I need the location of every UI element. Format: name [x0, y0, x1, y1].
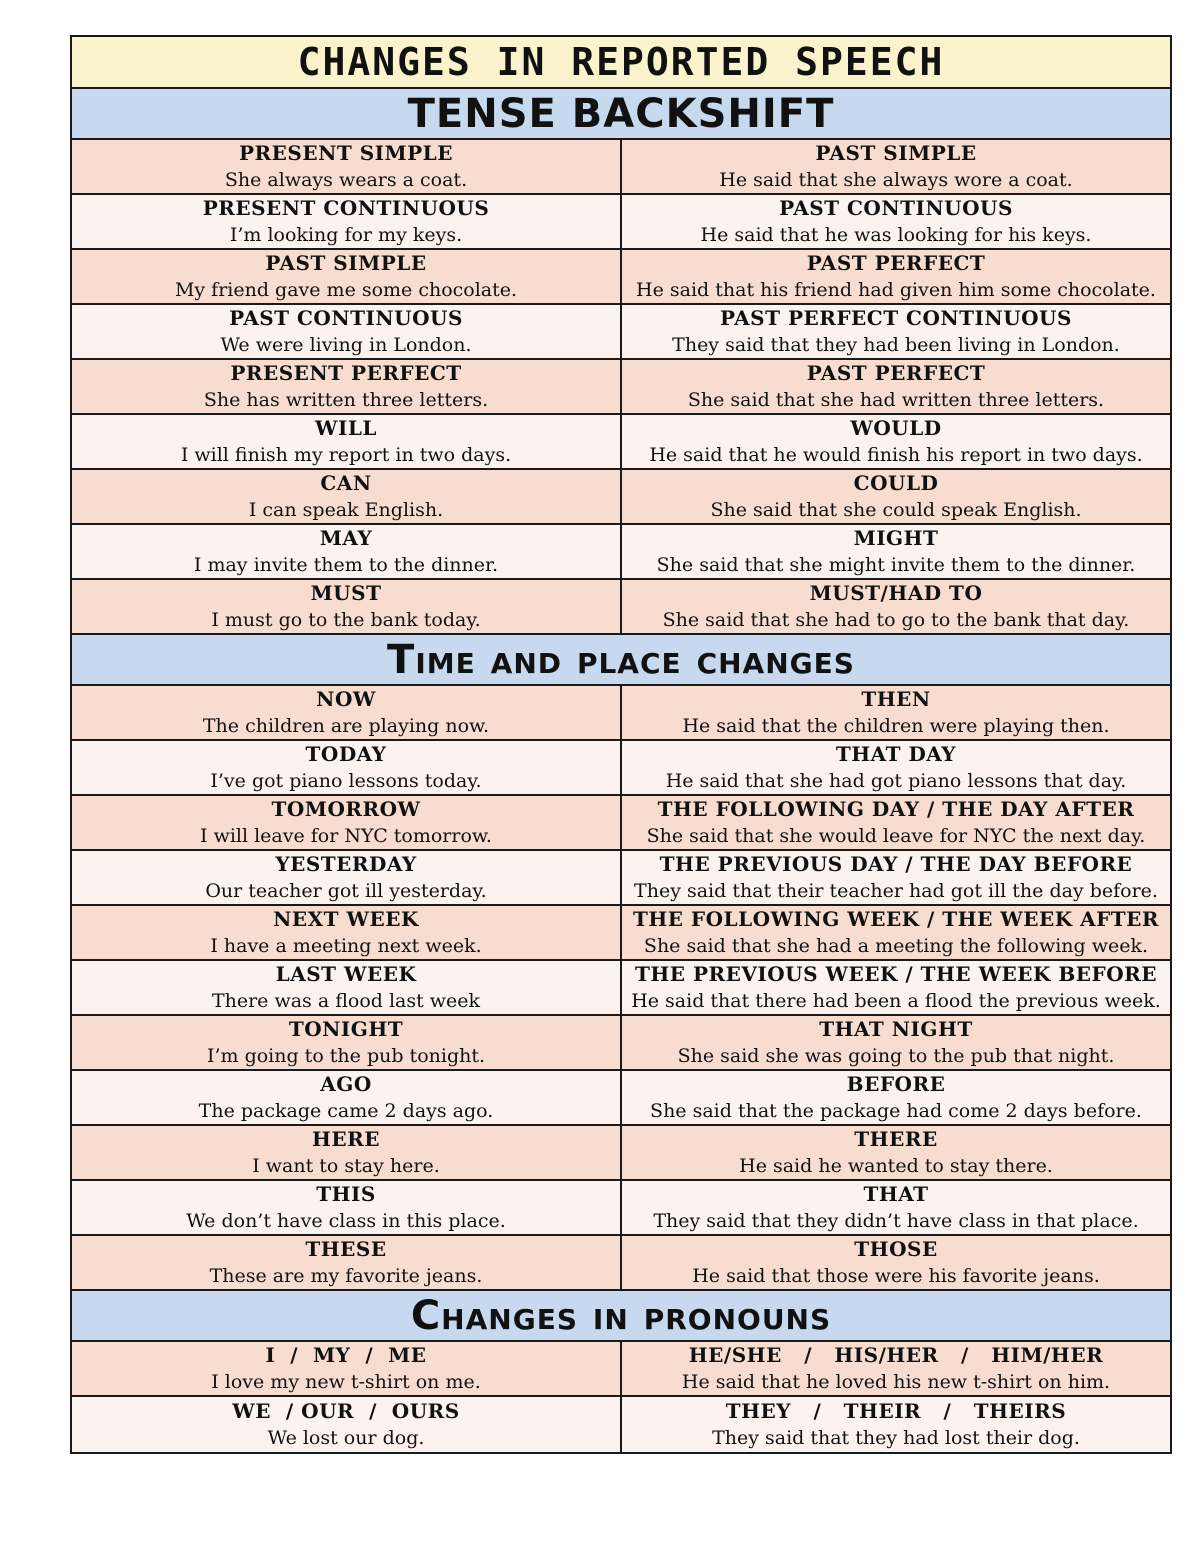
reported-speech-cell	[622, 140, 1170, 193]
direct-form-label: TOMORROW	[271, 796, 421, 821]
reported-speech-table	[70, 35, 1172, 1454]
direct-form-label: TODAY	[305, 741, 387, 766]
reported-form-label: THE FOLLOWING DAY / THE DAY AFTER	[657, 796, 1135, 821]
direct-speech-cell	[72, 1016, 622, 1069]
direct-speech-cell	[72, 1071, 622, 1124]
direct-speech-cell	[72, 250, 622, 303]
direct-speech-cell	[72, 360, 622, 413]
direct-example-text: I’m going to the pub tonight.	[206, 1044, 486, 1067]
direct-speech-cell	[72, 796, 622, 849]
reported-example-text: He said that there had been a flood the previous week.	[631, 989, 1161, 1012]
reported-form-label: PAST PERFECT	[806, 250, 986, 275]
table-row	[72, 305, 1170, 360]
reported-form-label: THOSE	[854, 1236, 938, 1261]
direct-form-label: LAST WEEK	[275, 961, 417, 986]
direct-speech-cell	[72, 1397, 622, 1452]
reported-form-label: THAT DAY	[835, 741, 957, 766]
table-row	[72, 195, 1170, 250]
table-row	[72, 961, 1170, 1016]
direct-example-text: I’m looking for my keys.	[229, 223, 463, 246]
direct-example-text: There was a flood last week	[211, 989, 481, 1012]
direct-speech-cell	[72, 470, 622, 523]
reported-speech-cell	[622, 1397, 1170, 1452]
direct-example-text: I must go to the bank today.	[211, 608, 481, 631]
reported-example-text: He said that he would finish his report in two days.	[649, 443, 1143, 466]
direct-speech-cell	[72, 415, 622, 468]
reported-example-text: They said that they didn’t have class in that place.	[653, 1209, 1139, 1232]
reported-form-label: THE PREVIOUS WEEK / THE WEEK BEFORE	[634, 961, 1157, 986]
table-row	[72, 906, 1170, 961]
reported-example-text: She said she was going to the pub that night.	[677, 1044, 1115, 1067]
reported-example-text: He said he wanted to stay there.	[739, 1154, 1053, 1177]
direct-form-label: PRESENT PERFECT	[230, 360, 462, 385]
table-row	[72, 1126, 1170, 1181]
table-title: CHANGES IN REPORTED SPEECH	[72, 37, 1170, 89]
reported-example-text: She said that she had written three letters.	[687, 388, 1105, 411]
direct-speech-cell	[72, 1342, 622, 1395]
table-row	[72, 796, 1170, 851]
direct-form-label: NOW	[316, 686, 376, 711]
reported-example-text: He said that she had got piano lessons that day.	[665, 769, 1127, 792]
direct-form-label: CAN	[320, 470, 372, 495]
reported-form-label: THEN	[861, 686, 931, 711]
reported-form-label: THE PREVIOUS DAY / THE DAY BEFORE	[659, 851, 1133, 876]
direct-form-label: YESTERDAY	[275, 851, 417, 876]
reported-speech-cell	[622, 415, 1170, 468]
direct-speech-cell	[72, 195, 622, 248]
direct-speech-cell	[72, 1236, 622, 1289]
direct-form-label: THIS	[316, 1181, 376, 1206]
reported-form-label: PAST SIMPLE	[815, 140, 977, 165]
reported-example-text: She said that she would leave for NYC the next day.	[646, 824, 1146, 847]
reported-form-label: WOULD	[850, 415, 942, 440]
reported-example-text: They said that they had been living in London.	[672, 333, 1120, 356]
table-row	[72, 525, 1170, 580]
reported-speech-cell	[622, 525, 1170, 578]
direct-example-text: I will leave for NYC tomorrow.	[200, 824, 492, 847]
direct-form-label: WILL	[315, 415, 377, 440]
direct-example-text: We lost our dog.	[267, 1426, 425, 1449]
reported-speech-cell	[622, 360, 1170, 413]
direct-example-text: We don’t have class in this place.	[186, 1209, 506, 1232]
table-row	[72, 1071, 1170, 1126]
direct-form-label: PRESENT CONTINUOUS	[202, 195, 490, 220]
table-row	[72, 250, 1170, 305]
reported-example-text: He said that he loved his new t-shirt on him.	[681, 1370, 1111, 1393]
direct-speech-cell	[72, 686, 622, 739]
direct-form-label: AGO	[320, 1071, 372, 1096]
reported-form-label: THE FOLLOWING WEEK / THE WEEK AFTER	[632, 906, 1160, 931]
reported-form-label: PAST PERFECT CONTINUOUS	[720, 305, 1072, 330]
direct-example-text: We were living in London.	[220, 333, 472, 356]
reported-speech-cell	[622, 250, 1170, 303]
section-heading: Time and place changes	[72, 635, 1170, 686]
reported-speech-cell	[622, 470, 1170, 523]
table-row	[72, 1181, 1170, 1236]
direct-speech-cell	[72, 580, 622, 633]
direct-form-label: NEXT WEEK	[273, 906, 419, 931]
section-heading: Changes in pronouns	[72, 1291, 1170, 1342]
direct-form-label: PAST CONTINUOUS	[229, 305, 463, 330]
direct-form-label: THESE	[305, 1236, 387, 1261]
reported-example-text: He said that the children were playing then.	[682, 714, 1110, 737]
reported-form-label: MIGHT	[853, 525, 939, 550]
reported-speech-cell	[622, 195, 1170, 248]
direct-example-text: I can speak English.	[248, 498, 444, 521]
reported-form-label: THERE	[854, 1126, 938, 1151]
reported-form-label: BEFORE	[846, 1071, 946, 1096]
reported-speech-cell	[622, 305, 1170, 358]
direct-example-text: These are my favorite jeans.	[209, 1264, 483, 1287]
reported-speech-cell	[622, 851, 1170, 904]
direct-example-text: I’ve got piano lessons today.	[210, 769, 482, 792]
reported-form-label: HE/SHE / HIS/HER / HIM/HER	[688, 1342, 1104, 1367]
section-heading: TENSE BACKSHIFT	[72, 89, 1170, 140]
reported-speech-cell	[622, 961, 1170, 1014]
direct-speech-cell	[72, 741, 622, 794]
reported-speech-cell	[622, 1342, 1170, 1395]
direct-example-text: The children are playing now.	[202, 714, 490, 737]
direct-example-text: The package came 2 days ago.	[198, 1099, 494, 1122]
reported-example-text: He said that he was looking for his keys.	[700, 223, 1092, 246]
reported-form-label: PAST CONTINUOUS	[779, 195, 1013, 220]
direct-example-text: Our teacher got ill yesterday.	[205, 879, 487, 902]
table-row	[72, 415, 1170, 470]
table-row	[72, 470, 1170, 525]
direct-form-label: HERE	[311, 1126, 380, 1151]
table-sections	[72, 89, 1170, 1452]
direct-speech-cell	[72, 961, 622, 1014]
table-row	[72, 1236, 1170, 1291]
reported-speech-cell	[622, 1016, 1170, 1069]
reported-form-label: THAT NIGHT	[819, 1016, 973, 1041]
direct-example-text: I want to stay here.	[252, 1154, 440, 1177]
direct-speech-cell	[72, 906, 622, 959]
direct-speech-cell	[72, 305, 622, 358]
reported-form-label: THEY / THEIR / THEIRS	[725, 1398, 1067, 1423]
reported-example-text: She said that the package had come 2 days before.	[650, 1099, 1142, 1122]
reported-form-label: MUST/HAD TO	[809, 580, 983, 605]
reported-example-text: They said that their teacher had got ill the day before.	[634, 879, 1158, 902]
direct-form-label: I / MY / ME	[265, 1342, 427, 1367]
reported-example-text: She said that she could speak English.	[710, 498, 1082, 521]
direct-form-label: WE / OUR / OURS	[232, 1398, 460, 1423]
reported-speech-cell	[622, 796, 1170, 849]
reported-example-text: He said that his friend had given him some chocolate.	[636, 278, 1156, 301]
reported-speech-cell	[622, 1236, 1170, 1289]
table-row	[72, 1342, 1170, 1397]
direct-example-text: My friend gave me some chocolate.	[174, 278, 518, 301]
direct-speech-cell	[72, 525, 622, 578]
table-row	[72, 140, 1170, 195]
table-row	[72, 686, 1170, 741]
direct-form-label: PRESENT SIMPLE	[238, 140, 453, 165]
reported-speech-cell	[622, 1181, 1170, 1234]
direct-example-text: I love my new t-shirt on me.	[211, 1370, 481, 1393]
reported-example-text: She said that she had to go to the bank that day.	[662, 608, 1130, 631]
reported-speech-cell	[622, 1126, 1170, 1179]
reported-example-text: He said that those were his favorite jeans.	[692, 1264, 1100, 1287]
direct-speech-cell	[72, 1181, 622, 1234]
direct-example-text: I will finish my report in two days.	[180, 443, 512, 466]
reported-example-text: They said that they had lost their dog.	[712, 1426, 1080, 1449]
reported-form-label: COULD	[853, 470, 939, 495]
reported-speech-cell	[622, 686, 1170, 739]
direct-speech-cell	[72, 140, 622, 193]
table-row	[72, 360, 1170, 415]
direct-example-text: She has written three letters.	[203, 388, 489, 411]
direct-form-label: MUST	[310, 580, 382, 605]
reported-speech-cell	[622, 580, 1170, 633]
table-row	[72, 1016, 1170, 1071]
table-row	[72, 1397, 1170, 1452]
table-row	[72, 851, 1170, 906]
direct-example-text: I may invite them to the dinner.	[193, 553, 499, 576]
direct-form-label: PAST SIMPLE	[265, 250, 427, 275]
direct-form-label: TONIGHT	[288, 1016, 404, 1041]
table-row	[72, 741, 1170, 796]
reported-speech-cell	[622, 1071, 1170, 1124]
direct-speech-cell	[72, 1126, 622, 1179]
reported-speech-cell	[622, 741, 1170, 794]
direct-form-label: MAY	[319, 525, 373, 550]
reported-example-text: She said that she had a meeting the following week.	[643, 934, 1149, 957]
direct-example-text: I have a meeting next week.	[210, 934, 482, 957]
table-row	[72, 580, 1170, 635]
reported-speech-cell	[622, 906, 1170, 959]
reported-form-label: THAT	[863, 1181, 929, 1206]
direct-speech-cell	[72, 851, 622, 904]
direct-example-text: She always wears a coat.	[224, 168, 468, 191]
reported-example-text: She said that she might invite them to the dinner.	[656, 553, 1136, 576]
reported-form-label: PAST PERFECT	[806, 360, 986, 385]
reported-example-text: He said that she always wore a coat.	[719, 168, 1073, 191]
